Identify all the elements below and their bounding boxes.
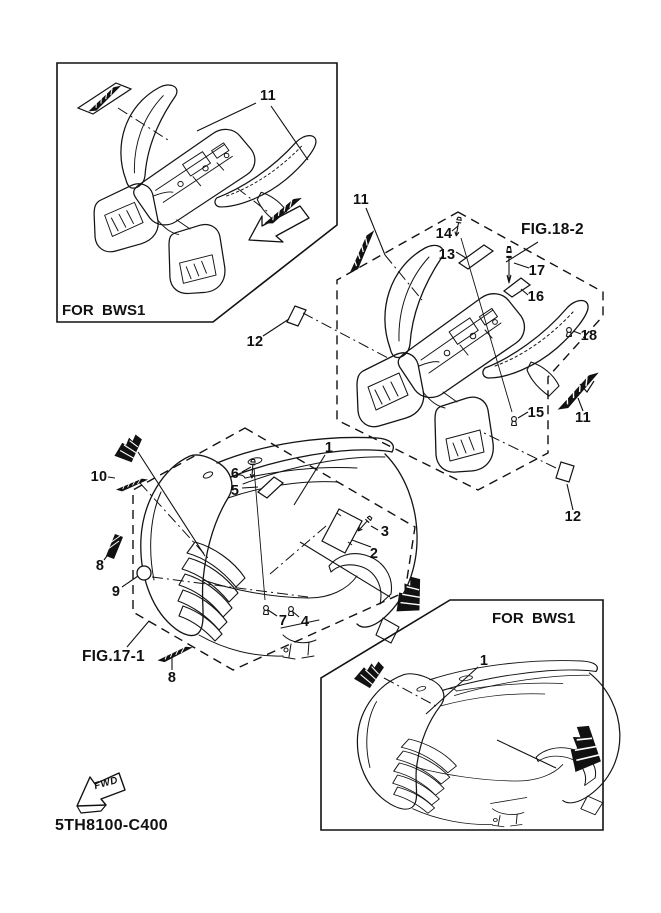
callout-fig17_1-1: 1 — [324, 440, 334, 456]
callout-fig18_2-12: 12 — [246, 334, 264, 350]
decal-12-left — [287, 306, 306, 326]
callout-fig17_1-6: 6 — [230, 466, 240, 482]
grommet-9 — [137, 566, 151, 580]
part-code: 5TH8100-C400 — [55, 817, 168, 834]
callout-fig18_2-12: 12 — [564, 509, 582, 525]
decal-8-left — [106, 534, 123, 559]
emblem-11-right-fig18-2 — [551, 370, 606, 413]
callout-fig18_2-15: 15 — [527, 405, 545, 421]
callout-fig17_1-4: 4 — [300, 614, 310, 630]
rivet-15 — [511, 417, 516, 426]
rivet-18 — [566, 328, 571, 337]
callout-fig18_2-13: 13 — [438, 247, 456, 263]
callout-fig18_2-16: 16 — [527, 289, 545, 305]
callout-fig17_1-5: 5 — [230, 483, 240, 499]
fig17-1-leader-lines — [104, 452, 390, 670]
figure-label-fig18-2: FIG.18-2 — [521, 221, 584, 238]
screw-17 — [507, 247, 511, 282]
callout-bottom_right_box-1: 1 — [479, 653, 489, 669]
callout-fig17_1-7: 7 — [278, 613, 288, 629]
decal-12-bottom — [556, 462, 574, 482]
callout-fig18_2-11: 11 — [575, 410, 591, 426]
rear-fender-drawing-fig18-2 — [357, 245, 588, 472]
callout-top_left_box-11: 11 — [260, 88, 276, 104]
emblem-step-top-fig17-1 — [114, 432, 143, 463]
rivet-7 — [263, 606, 268, 615]
callout-fig18_2-17: 17 — [528, 263, 546, 279]
callout-fig18_2-11: 11 — [353, 192, 369, 208]
rear-fender-drawing-bws1 — [94, 85, 316, 294]
callout-fig17_1-8: 8 — [167, 670, 177, 686]
decal-5 — [258, 477, 283, 498]
decal-2 — [322, 509, 362, 553]
emblem-10 — [115, 478, 149, 492]
emblem-step-right-fig17-1 — [389, 574, 428, 616]
variant-label-top-left: FOR BWS1 — [62, 302, 146, 319]
callout-fig18_2-18: 18 — [580, 328, 598, 344]
callout-fig17_1-3: 3 — [380, 524, 390, 540]
emblem-step-top-bws1 — [353, 656, 385, 690]
bottom-right-variant-box — [321, 600, 603, 830]
callout-fig17_1-10: 10 — [90, 469, 108, 485]
fig18-2-boundary — [337, 212, 603, 490]
callout-fig17_1-9: 9 — [111, 584, 121, 600]
callout-fig17_1-8: 8 — [95, 558, 105, 574]
callout-fig18_2-14: 14 — [435, 226, 453, 242]
figure-label-fig17-1: FIG.17-1 — [82, 648, 145, 665]
variant-label-bottom-right: FOR BWS1 — [492, 610, 576, 627]
emblem-step-right-bws1 — [555, 721, 610, 777]
callout-fig17_1-2: 2 — [369, 546, 379, 562]
decal-16 — [504, 278, 530, 297]
fwd-label: FWD — [92, 774, 120, 793]
emblem-8-bottom — [156, 646, 194, 664]
emblem-11-top-left — [78, 83, 131, 114]
